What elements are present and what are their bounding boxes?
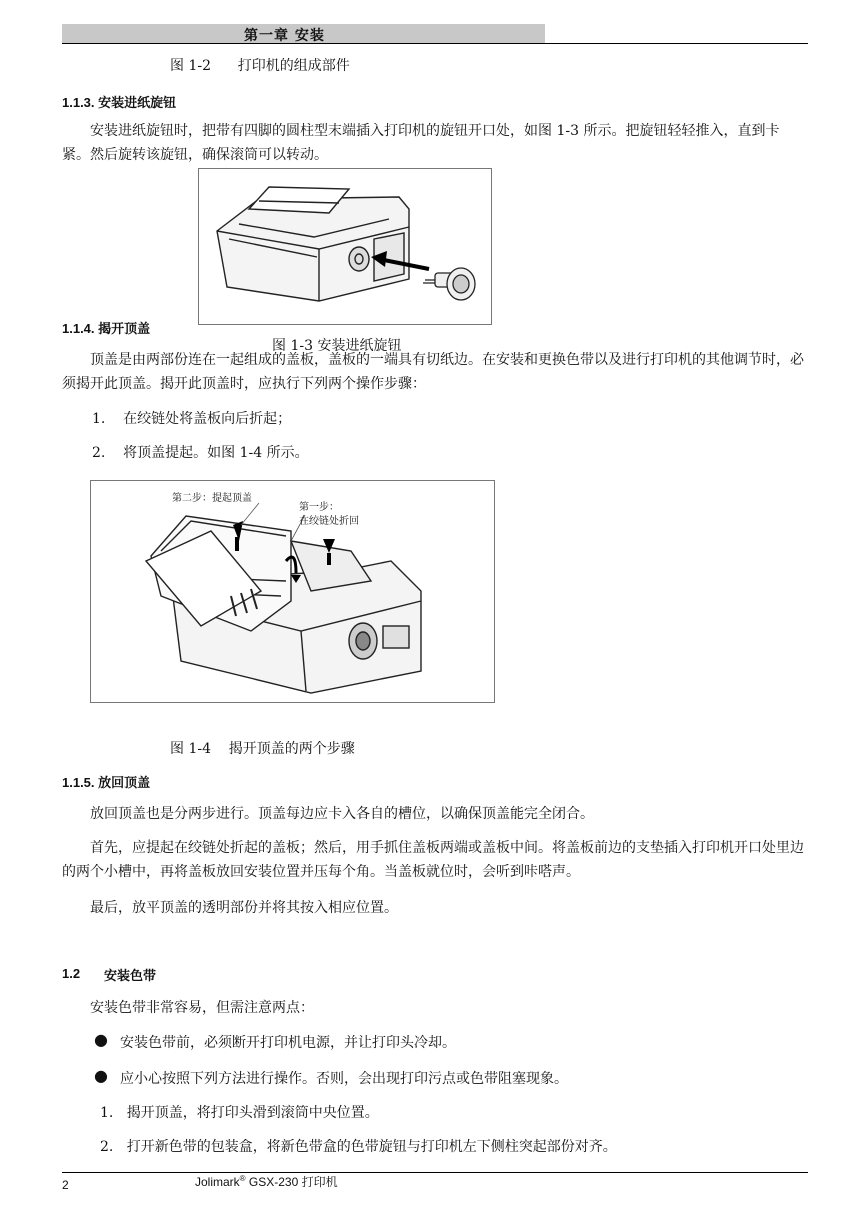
bullet-item: 应小心按照下列方法进行操作。否则，会出现打印污点或色带阻塞现象。 <box>120 1071 568 1087</box>
section-1-2-title: 安装色带 <box>104 969 157 984</box>
step-item: 2. 将顶盖提起。如图 1-4 所示。 <box>92 445 309 461</box>
section-1-2-number: 1.2 <box>62 966 81 981</box>
figure-1-4-illustration <box>90 480 495 703</box>
footer-product <box>195 1173 338 1190</box>
section-1-1-4-paragraph: 顶盖是由两部份连在一起组成的盖板，盖板的一端具有切纸边。在安装和更换色带以及进行打印机的其他调节时，必须揭开此顶盖。揭开此顶盖时，应执行下列两个操作步骤： <box>62 352 804 392</box>
figure-1-4-caption: 图 1-4 揭开顶盖的两个步骤 <box>170 741 355 757</box>
section-1-1-5-heading: 1.1.5. 放回顶盖 <box>62 775 151 790</box>
section-1-1-5-paragraph-2: 首先，应提起在绞链处折起的盖板；然后，用手抓住盖板两端或盖板中间。将盖板前边的支垫插入打印机开口处里边的两个小槽中，再将盖板放回安装位置并压每个角。当盖板就位时，会听到咔嗒声。 <box>62 840 804 880</box>
footer-rule <box>62 1172 808 1173</box>
chapter-title: 第一章 安装 <box>244 28 325 44</box>
figure-1-3-illustration <box>198 168 492 325</box>
header-rule <box>62 43 808 44</box>
figure-1-3-caption: 图 1-3 安装进纸旋钮 <box>272 338 402 354</box>
section-1-1-5-paragraph-3: 最后，放平顶盖的透明部份并将其按入相应位置。 <box>90 900 398 916</box>
step-item: 2. 打开新色带的包装盒，将新色带盒的色带旋钮与打印机左下侧柱突起部份对齐。 <box>100 1139 617 1155</box>
section-1-1-3-paragraph: 安装进纸旋钮时，把带有四脚的圆柱型末端插入打印机的旋钮开口处，如图 1-3 所示。把旋钮轻轻推入，直到卡紧。然后旋转该旋钮，确保滚筒可以转动。 <box>62 123 780 163</box>
bullet-item: 安装色带前，必须断开打印机电源，并让打印头冷却。 <box>120 1035 456 1051</box>
footer-model: GSX-230 打印机 <box>245 1175 338 1189</box>
section-1-2-intro: 安装色带非常容易，但需注意两点： <box>90 1000 314 1016</box>
section-1-1-4-heading: 1.1.4. 揭开顶盖 <box>62 321 151 336</box>
footer-brand: Jolimark <box>195 1175 240 1189</box>
step-item: 1. 在绞链处将盖板向后折起； <box>92 411 292 427</box>
figure-1-2-caption: 图 1-2 打印机的组成部件 <box>170 58 350 74</box>
bullet-icon: ● <box>94 1030 108 1049</box>
section-1-1-3-heading: 1.1.3. 安装进纸旋钮 <box>62 95 177 110</box>
bullet-icon: ● <box>94 1066 108 1085</box>
figure-1-4-label-step1-detail: 在绞链处折回 <box>299 516 359 527</box>
section-1-1-5-paragraph-1: 放回顶盖也是分两步进行。顶盖每边应卡入各自的槽位，以确保顶盖能完全闭合。 <box>90 806 594 822</box>
figure-1-4-label-step2: 第二步：提起顶盖 <box>172 493 252 504</box>
printer-knob-drawing <box>199 169 491 324</box>
step-item: 1. 揭开顶盖，将打印头滑到滚筒中央位置。 <box>100 1105 379 1121</box>
registered-mark: ® <box>239 1174 246 1183</box>
figure-1-4-label-step1: 第一步： <box>299 502 339 513</box>
printer-cover-drawing <box>91 481 494 702</box>
page-number: 2 <box>62 1178 69 1192</box>
